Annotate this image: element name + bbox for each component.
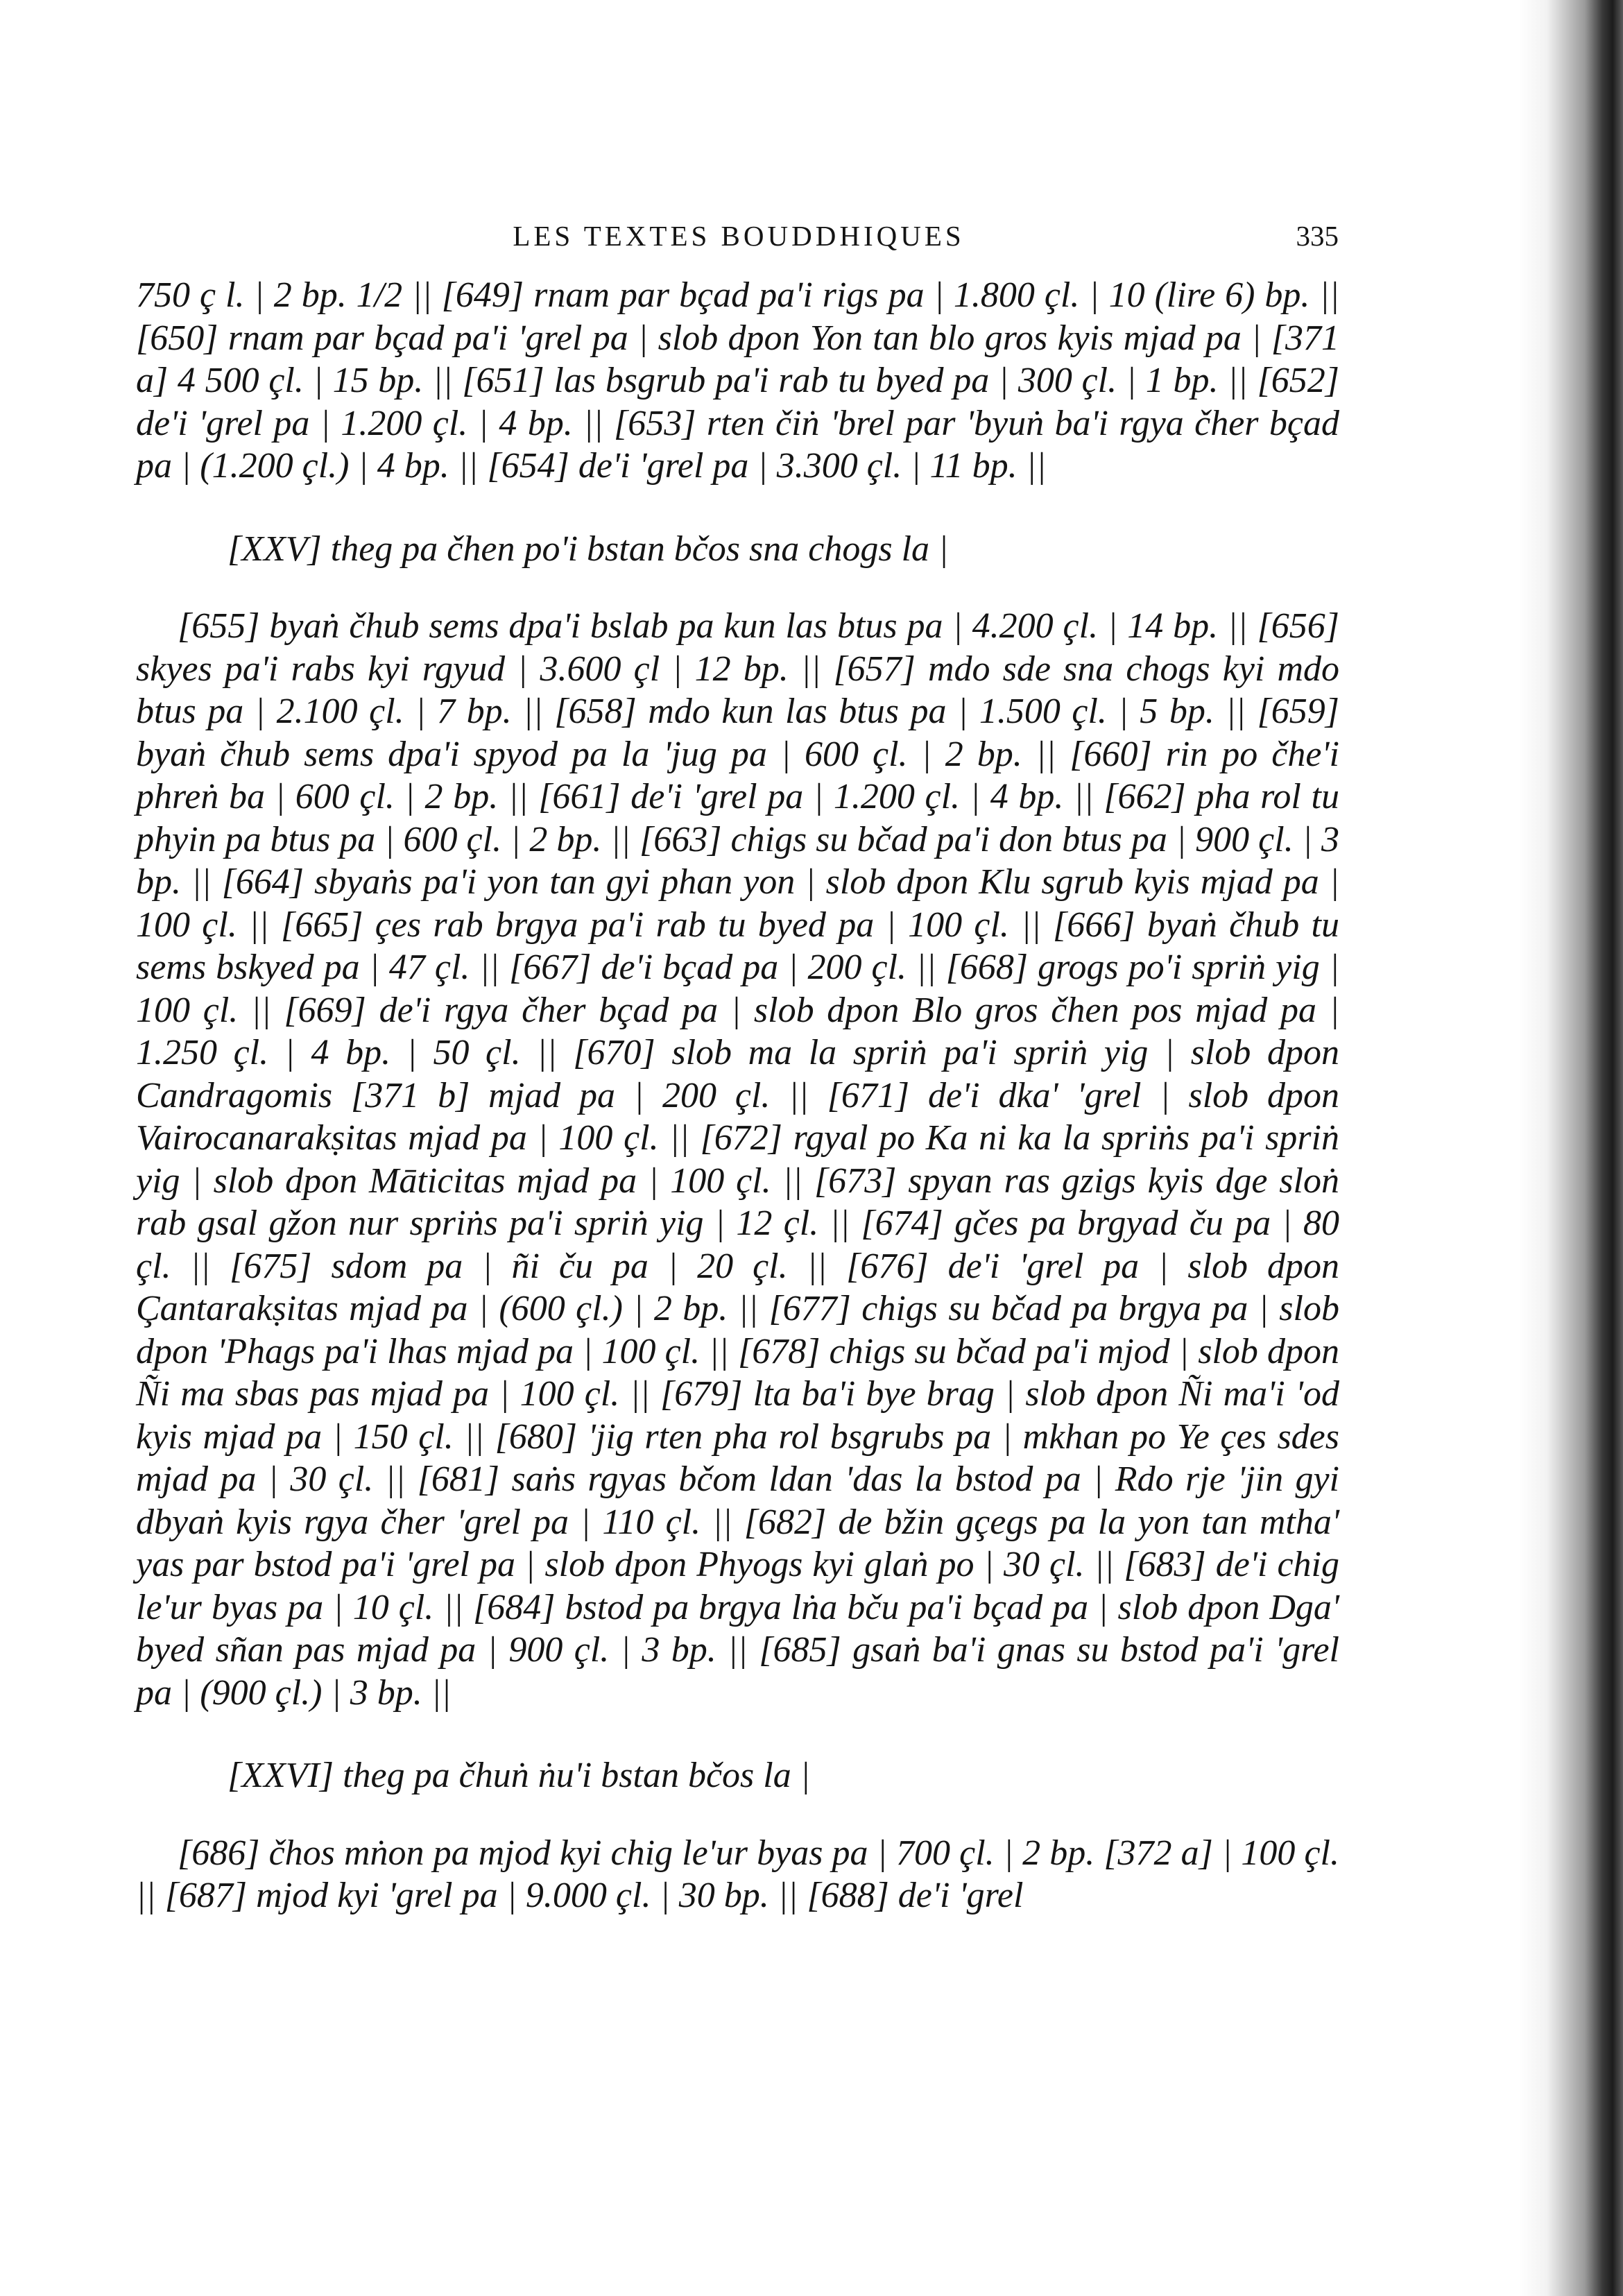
- section-heading-xxvi: [XXVI] theg pa čhuṅ ṅu'i bstan bčos la |: [227, 1756, 810, 1795]
- page-header: [139, 219, 1339, 261]
- page-binding-edge: [1519, 0, 1623, 2296]
- body-text: [136, 274, 1339, 1917]
- paragraph-catalogue-686-688: [686] čhos mṅon pa mjod kyi chig le'ur byas pa | 700 çl. | 2 bp. [372 a] | 100 çl. || [687] mjod kyi 'grel pa | 9.000 çl. | 30 bp. || [688] de'i 'grel: [136, 1833, 1339, 1915]
- paragraph-catalogue-655-685: [655] byaṅ čhub sems dpa'i bslab pa kun las btus pa | 4.200 çl. | 14 bp. || [656] skyes pa'i rabs kyi rgyud | 3.600 çl | 12 bp. || [657] mdo sde sna chogs kyi mdo btus pa | 2.100 çl. | 7 bp. || [658] mdo kun las btus pa | 1.500 çl. | 5 bp. || [659] byaṅ čhub sems dpa'i spyod pa la 'jug pa | 600 çl. | 2 bp. || [660] rin po čhe'i phreṅ ba | 600 çl. | 2 bp. || [661] de'i 'grel pa | 1.200 çl. | 4 bp. || [662] pha rol tu phyin pa btus pa | 600 çl. | 2 bp. || [663] chigs su bčad pa'i don btus pa | 900 çl. | 3 bp. || [664] sbyaṅs pa'i yon tan gyi phan yon | slob dpon Klu sgrub kyis mjad pa | 100 çl. || [665] çes rab brgya pa'i rab tu byed pa | 100 çl. || [666] byaṅ čhub tu sems bskyed pa | 47 çl. || [667] de'i bçad pa | 200 çl. || [668] grogs po'i spriṅ yig | 100 çl. || [669] de'i rgya čher bçad pa | slob dpon Blo gros čhen pos mjad pa | 1.250 çl. | 4 bp. | 50 çl. || [670] slob ma la spriṅ pa'i spriṅ yig | slob dpon Candragomis [371 b] mjad pa | 200 çl. || [671] de'i dka' 'grel | slob dpon Vairocanarakṣitas mjad pa | 100 çl. || [672] rgyal po Ka ni ka la spriṅs pa'i spriṅ yig | slob dpon Māticitas mjad pa | 100 çl. || [673] spyan ras gzigs kyis dge sloṅ rab gsal gžon nur spriṅs pa'i spriṅ yig | 12 çl. || [674] gčes pa brgyad ču pa | 80 çl. || [675] sdom pa | ñi ču pa | 20 çl. || [676] de'i 'grel pa | slob dpon Çantarakṣitas mjad pa | (600 çl.) | 2 bp. || [677] chigs su bčad pa brgya pa | slob dpon 'Phags pa'i lhas mjad pa | 100 çl. || [678] chigs su bčad pa'i mjod | slob dpon Ñi ma sbas pas mjad pa | 100 çl. || [679] lta ba'i bye brag | slob dpon Ñi ma'i 'od kyis mjad pa | 150 çl. || [680] 'jig rten pha rol bsgrubs pa | mkhan po Ye çes sdes mjad pa | 30 çl. || [681] saṅs rgyas bčom ldan 'das la bstod pa | Rdo rje 'jin gyi dbyaṅ kyis rgya čher 'grel pa | 110 çl. || [682] de bžin gçegs pa la yon tan mtha' yas par bstod pa'i 'grel pa | slob dpon Phyogs kyi glaṅ po | 30 çl. || [683] de'i chig le'ur byas pa | 10 çl. || [684] bstod pa brgya lṅa bču pa'i bçad pa | slob dpon Dga' byed sñan pas mjad pa | 900 çl. | 3 bp. || [685] gsaṅ ba'i gnas su bstod pa'i 'grel pa | (900 çl.) | 3 bp. ||: [136, 606, 1339, 1713]
- section-heading-xxv: [XXV] theg pa čhen po'i bstan bčos sna chogs la |: [227, 529, 949, 569]
- paragraph-catalogue-649-654: 750 ç l. | 2 bp. 1/2 || [649] rnam par bçad pa'i rigs pa | 1.800 çl. | 10 (lire 6) bp. || [650] rnam par bçad pa'i 'grel pa | slob dpon Yon tan blo gros kyis mjad pa | [371 a] 4 500 çl. | 15 bp. || [651] las bsgrub pa'i rab tu byed pa | 300 çl. | 1 bp. || [652] de'i 'grel pa | 1.200 çl. | 4 bp. || [653] rten čiṅ 'brel par 'byuṅ ba'i rgya čher bçad pa | (1.200 çl.) | 4 bp. || [654] de'i 'grel pa | 3.300 çl. | 11 bp. ||: [136, 275, 1339, 486]
- running-title: LES TEXTES BOUDDHIQUES: [513, 220, 965, 252]
- page-number: 335: [1296, 220, 1339, 252]
